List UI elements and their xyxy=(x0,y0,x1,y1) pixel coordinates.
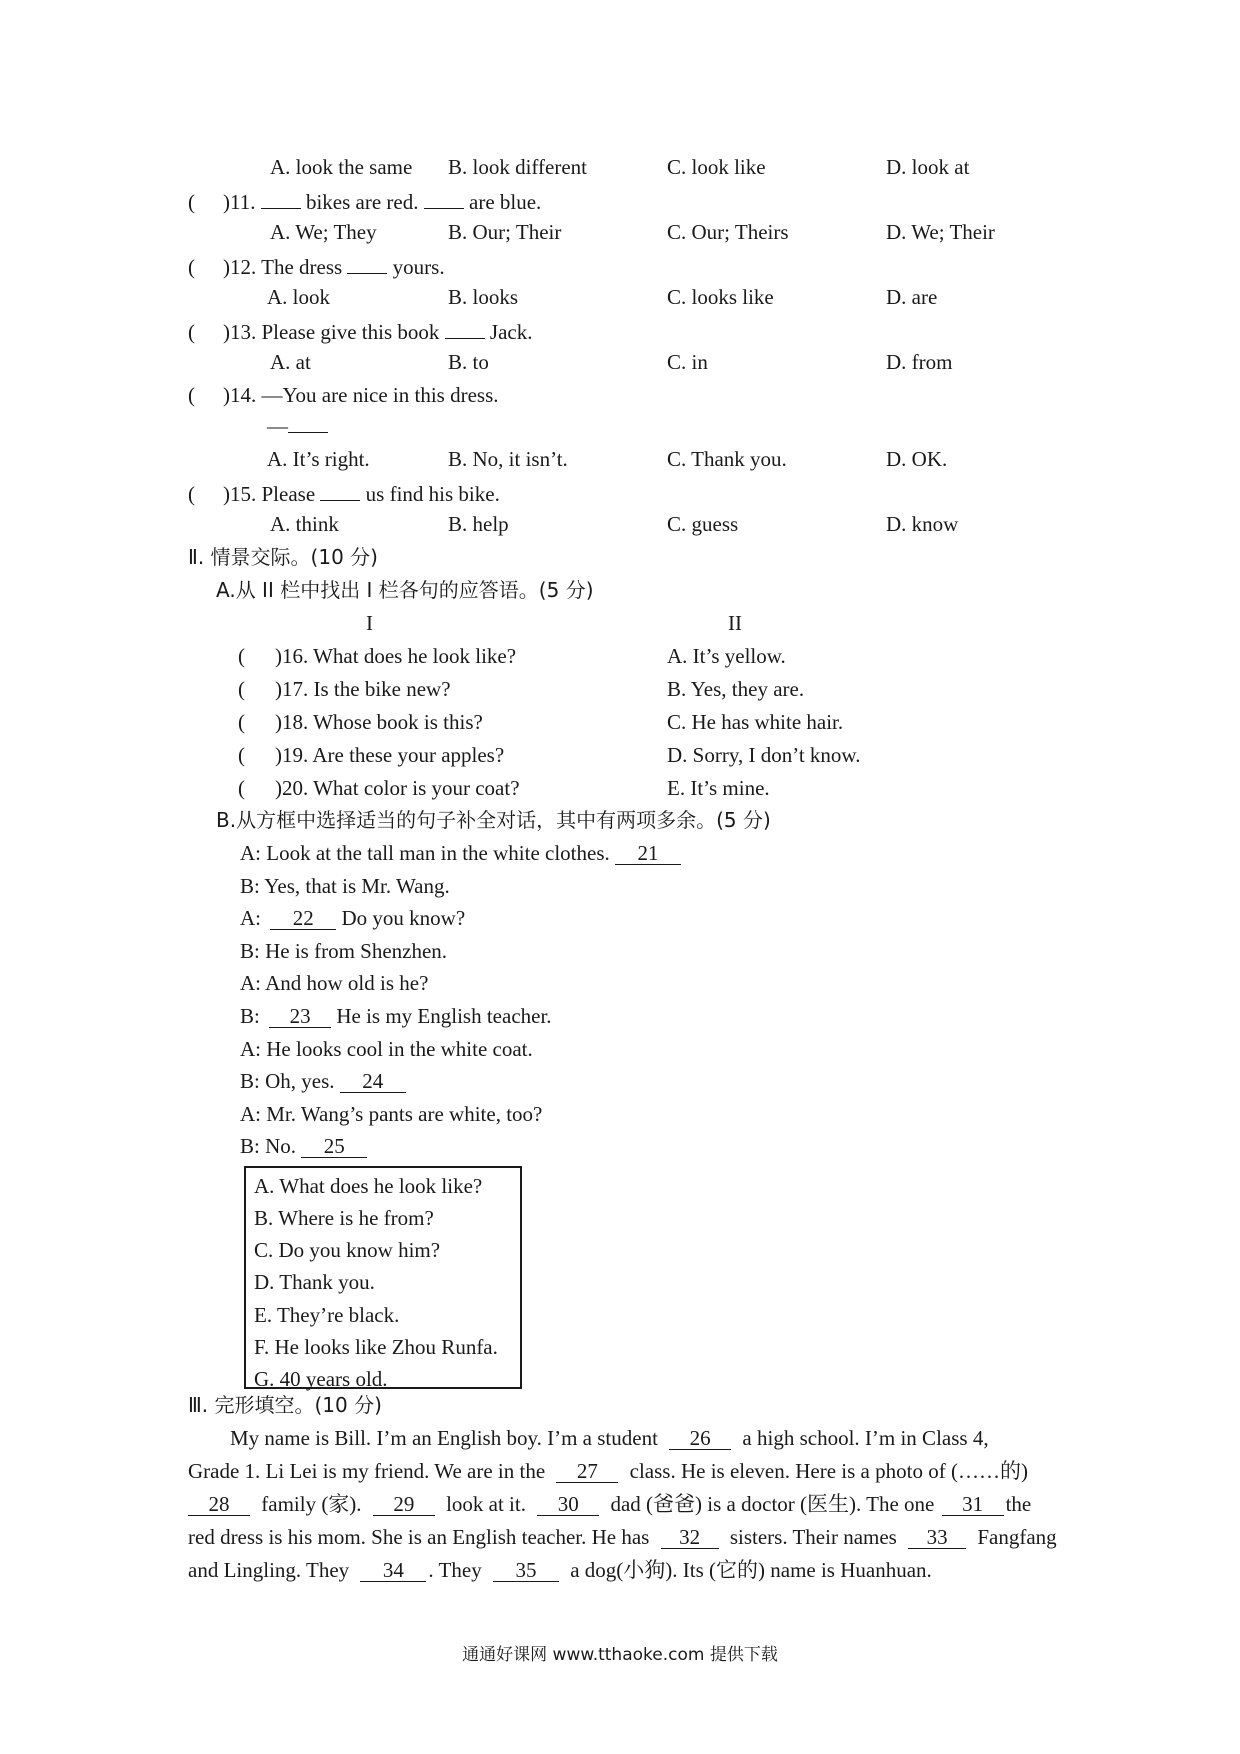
q13-option-a: A. at xyxy=(270,350,311,374)
q13-paren: ( xyxy=(188,320,195,344)
match-paren: ( xyxy=(238,710,245,734)
match-question: )18. Whose book is this? xyxy=(275,710,483,734)
blank-30[interactable]: 30 xyxy=(537,1494,599,1516)
cloze-text: Grade 1. Li Lei is my friend. We are in the xyxy=(188,1459,546,1483)
q15-option-c: C. guess xyxy=(667,512,739,536)
dialog-text: A: Look at the tall man in the white clothes. xyxy=(240,841,610,865)
section2-title: Ⅱ. 情景交际。(10 分) xyxy=(188,545,378,569)
dialog-line-2: B: Yes, that is Mr. Wang. xyxy=(240,874,450,898)
q12-option-a: A. look xyxy=(267,285,330,309)
q15-option-a: A. think xyxy=(270,512,339,536)
q15-stem xyxy=(188,482,500,505)
q14-options xyxy=(0,449,1240,473)
box-option-e: E. They’re black. xyxy=(254,1303,400,1327)
q13-blank[interactable] xyxy=(445,320,485,339)
match-answer-a: A. It’s yellow. xyxy=(667,644,786,668)
dialog-line-7: A: He looks cool in the white coat. xyxy=(240,1037,533,1061)
q14-paren: ( xyxy=(188,383,195,407)
match-paren: ( xyxy=(238,743,245,767)
cloze-text: sisters. Their names xyxy=(729,1525,897,1549)
blank-27[interactable]: 27 xyxy=(556,1461,618,1483)
q11-blank-1[interactable] xyxy=(261,190,301,209)
match-answer-d: D. Sorry, I don’t know. xyxy=(667,743,861,767)
q15-text-2: us find his bike. xyxy=(365,482,500,506)
q15-option-b: B. help xyxy=(448,512,509,536)
cloze-text: Fangfang xyxy=(977,1525,1057,1549)
blank-29[interactable]: 29 xyxy=(373,1494,435,1516)
q12-option-b: B. looks xyxy=(448,285,519,309)
box-option-a: A. What does he look like? xyxy=(254,1174,483,1198)
dialog-speaker: B: xyxy=(240,1004,260,1028)
q11-text-2: are blue. xyxy=(469,190,542,214)
cloze-line-3 xyxy=(188,1494,1031,1516)
q14-blank[interactable] xyxy=(288,414,328,433)
q11-options xyxy=(0,222,1240,246)
col2-header: II xyxy=(728,611,742,635)
dialog-text: B: Oh, yes. xyxy=(240,1069,335,1093)
dialog-line-9: A: Mr. Wang’s pants are white, too? xyxy=(240,1102,543,1126)
q13-option-d: D. from xyxy=(886,350,953,374)
q12-options xyxy=(0,287,1240,311)
q11-blank-2[interactable] xyxy=(424,190,464,209)
dialog-line-10 xyxy=(240,1136,367,1158)
q11-paren: ( xyxy=(188,190,195,214)
box-option-g: G. 40 years old. xyxy=(254,1367,388,1391)
q14-option-d: D. OK. xyxy=(886,447,948,471)
match-question: )20. What color is your coat? xyxy=(275,776,520,800)
cloze-text: . They xyxy=(428,1558,482,1582)
blank-22[interactable]: 22 xyxy=(270,908,336,930)
blank-24[interactable]: 24 xyxy=(340,1071,406,1093)
q14-text: )14. —You are nice in this dress. xyxy=(223,383,499,407)
q13-stem xyxy=(188,320,532,343)
q12-blank[interactable] xyxy=(347,255,387,274)
cloze-text: red dress is his mom. She is an English teacher. He has xyxy=(188,1525,650,1549)
footer-text: 通通好课网 www.tthaoke.com 提供下载 xyxy=(462,1645,778,1665)
options-box xyxy=(244,1166,522,1389)
box-option-c: C. Do you know him? xyxy=(254,1238,441,1262)
q11-number: )11. xyxy=(223,190,256,214)
box-option-d: D. Thank you. xyxy=(254,1270,375,1294)
dialog-speaker: A: xyxy=(240,906,261,930)
match-question: )19. Are these your apples? xyxy=(275,743,505,767)
cloze-text: look at it. xyxy=(446,1492,526,1516)
section3-title: Ⅲ. 完形填空。(10 分) xyxy=(188,1393,382,1417)
dialog-text: He is my English teacher. xyxy=(336,1004,552,1028)
q14-option-b: B. No, it isn’t. xyxy=(448,447,568,471)
q10-option-d: D. look at xyxy=(886,155,970,179)
q14-option-a: A. It’s right. xyxy=(267,447,370,471)
q13-option-b: B. to xyxy=(448,350,489,374)
box-option-f: F. He looks like Zhou Runfa. xyxy=(254,1335,498,1359)
box-option-b: B. Where is he from? xyxy=(254,1206,434,1230)
q15-text-1: )15. Please xyxy=(223,482,316,506)
q13-option-c: C. in xyxy=(667,350,708,374)
cloze-line-2 xyxy=(188,1461,1028,1483)
match-paren: ( xyxy=(238,644,245,668)
match-paren: ( xyxy=(238,677,245,701)
match-row-17 xyxy=(238,679,451,700)
q12-text-2: yours. xyxy=(392,255,445,279)
q15-blank[interactable] xyxy=(320,482,360,501)
cloze-line-4 xyxy=(188,1527,1057,1549)
cloze-text: dad (爸爸) is a doctor (医生). The one xyxy=(610,1492,935,1516)
q13-text-2: Jack. xyxy=(489,320,533,344)
section2-partB-title: B.从方框中选择适当的句子补全对话，其中有两项多余。(5 分) xyxy=(216,808,771,832)
dialog-line-8 xyxy=(240,1071,406,1093)
q12-text-1: )12. The dress xyxy=(223,255,343,279)
q12-paren: ( xyxy=(188,255,195,279)
q13-text-1: )13. Please give this book xyxy=(223,320,440,344)
q11-option-a: A. We; They xyxy=(270,220,377,244)
q13-options xyxy=(0,352,1240,376)
cloze-line-5 xyxy=(188,1560,932,1582)
dialog-text: Do you know? xyxy=(341,906,466,930)
q11-stem xyxy=(188,190,541,213)
q11-option-d: D. We; Their xyxy=(886,220,995,244)
match-answer-b: B. Yes, they are. xyxy=(667,677,805,701)
q10-option-b: B. look different xyxy=(448,155,588,179)
q15-option-d: D. know xyxy=(886,512,959,536)
match-row-19 xyxy=(238,745,504,766)
col1-header: I xyxy=(366,611,373,635)
dialog-line-6 xyxy=(240,1006,552,1028)
blank-28[interactable]: 28 xyxy=(188,1494,250,1516)
q10-option-a: A. look the same xyxy=(270,155,413,179)
q10-option-c: C. look like xyxy=(667,155,766,179)
match-question: )17. Is the bike new? xyxy=(275,677,451,701)
cloze-text: the xyxy=(1005,1492,1032,1516)
match-question: )16. What does he look like? xyxy=(275,644,517,668)
q15-paren: ( xyxy=(188,482,195,506)
q11-option-c: C. Our; Theirs xyxy=(667,220,789,244)
q15-options xyxy=(0,514,1240,538)
section2-partA-title: A.从 II 栏中找出 I 栏各句的应答语。(5 分) xyxy=(216,578,594,602)
blank-33[interactable]: 33 xyxy=(908,1527,966,1549)
blank-21[interactable]: 21 xyxy=(615,843,681,865)
q14-reply-dash: — xyxy=(267,414,288,438)
match-paren: ( xyxy=(238,776,245,800)
match-answer-e: E. It’s mine. xyxy=(667,776,770,800)
blank-32[interactable]: 32 xyxy=(661,1527,719,1549)
blank-26[interactable]: 26 xyxy=(669,1428,731,1450)
q11-option-b: B. Our; Their xyxy=(448,220,562,244)
q11-text-1: bikes are red. xyxy=(305,190,419,214)
blank-31[interactable]: 31 xyxy=(942,1494,1004,1516)
dialog-line-4: B: He is from Shenzhen. xyxy=(240,939,448,963)
cloze-text: My name is Bill. I’m an English boy. I’m a student xyxy=(230,1426,658,1450)
match-answer-c: C. He has white hair. xyxy=(667,710,844,734)
dialog-line-5: A: And how old is he? xyxy=(240,971,429,995)
cloze-text: a dog(小狗). Its (它的) name is Huanhuan. xyxy=(570,1558,932,1582)
cloze-text: class. He is eleven. Here is a photo of (……的) xyxy=(629,1459,1028,1483)
dialog-text: B: No. xyxy=(240,1134,297,1158)
q14-reply-line xyxy=(267,414,328,437)
blank-25[interactable]: 25 xyxy=(301,1136,367,1158)
dialog-line-1 xyxy=(240,843,681,865)
q12-option-c: C. looks like xyxy=(667,285,774,309)
match-row-16 xyxy=(238,646,516,667)
match-row-20 xyxy=(238,778,520,799)
q12-stem xyxy=(188,255,445,278)
cloze-text: family (家). xyxy=(261,1492,362,1516)
cloze-text: and Lingling. They xyxy=(188,1558,350,1582)
q14-stem xyxy=(188,385,499,406)
match-row-18 xyxy=(238,712,483,733)
q12-option-d: D. are xyxy=(886,285,938,309)
q14-option-c: C. Thank you. xyxy=(667,447,787,471)
blank-35[interactable]: 35 xyxy=(493,1560,559,1582)
q10-options xyxy=(0,157,1240,181)
cloze-text: a high school. I’m in Class 4, xyxy=(742,1426,989,1450)
blank-34[interactable]: 34 xyxy=(360,1560,426,1582)
blank-23[interactable]: 23 xyxy=(269,1006,331,1028)
dialog-line-3 xyxy=(240,908,465,930)
cloze-line-1 xyxy=(230,1428,989,1450)
